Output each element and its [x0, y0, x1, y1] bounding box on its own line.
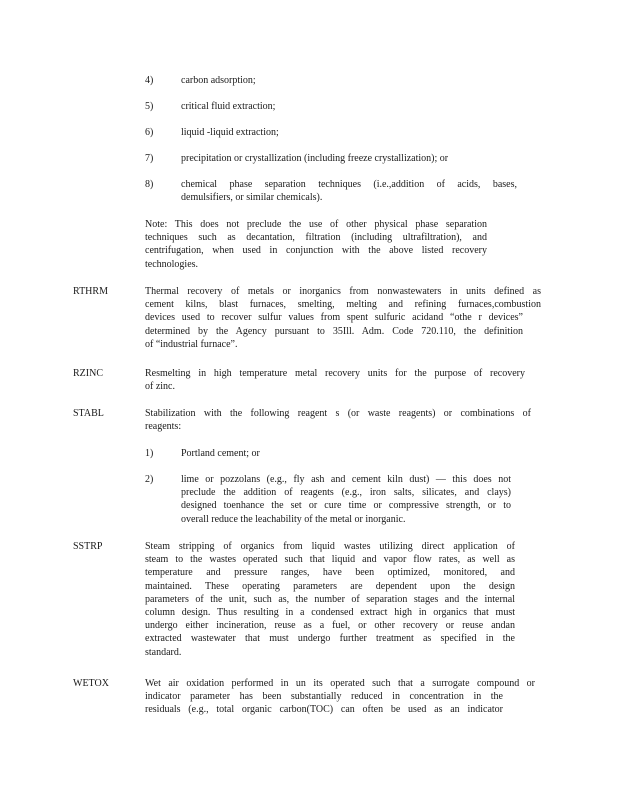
technology-code: WETOX	[73, 678, 109, 689]
list-number: 7)	[145, 153, 154, 164]
definition-text: Wet air oxidation performed in un its operated such that a surrogate compound or indicator parameter has been substantially reduced in concentration in the residuals (e.g., total organic carbon(TOC) can often be used as an indicator	[145, 678, 535, 716]
list-text: lime or pozzolans (e.g., fly ash and cement kiln dust) — this does not preclude the addition of reagents (e.g., iron salts, silicates, and clays) designed toenhance the set or cure time or compressive strength, or to overall reduce the leachability of the metal or inorganic.	[181, 474, 511, 525]
list-text: precipitation or crystallization (including freeze crystallization); or	[181, 153, 449, 164]
list-text: carbon adsorption;	[181, 75, 256, 86]
list-text: liquid -liquid extraction;	[181, 127, 279, 138]
definition-text: Resmelting in high temperature metal recovery units for the purpose of recovery of zinc.	[145, 368, 525, 393]
list-number: 1)	[145, 448, 154, 459]
list-text: Portland cement; or	[181, 448, 260, 459]
list-number: 2)	[145, 474, 154, 485]
technology-code: RTHRM	[73, 286, 108, 297]
list-text: critical fluid extraction;	[181, 101, 276, 112]
technology-code: SSTRP	[73, 541, 103, 552]
definition-text: Thermal recovery of metals or inorganics from nonwastewaters in units defined as cement kilns, blast furnaces, smelting, melting and refining furnaces,combustion devices used to recover sulfur values from spent sulfuric acidand “othe r devices” determined by the Agency pursuant to 35Ill. Adm. Code 720.110, the definition of “industrial furnace”.	[145, 286, 541, 350]
list-number: 6)	[145, 127, 154, 138]
definition-text: Steam stripping of organics from liquid wastes utilizing direct application of steam to the wastes operated such that liquid and vapor flow rates, as well as temperature and pressure ranges, have been optimized, monitored, and maintained. These operating parameters are dependent upon the design parameters of the unit, such as, the number of separation stages and the internal column design. Thus resulting in a condensed extract high in organics that must undergo either incineration, reuse as a fuel, or other recovery or reuse andan extracted wastewater that must undergo further treatment as specified in the standard.	[145, 541, 515, 658]
list-number: 5)	[145, 101, 154, 112]
list-number: 8)	[145, 179, 154, 190]
note-paragraph: Note: This does not preclude the use of other physical phase separation techniques such as decantation, filtration (including ultrafiltration), and centrifugation, when used in conjunction with the above listed recovery technologies.	[145, 219, 487, 270]
list-number: 4)	[145, 75, 154, 86]
technology-code: RZINC	[73, 368, 103, 379]
list-text: chemical phase separation techniques (i.e.,addition of acids, bases, demulsifiers, or similar chemicals).	[181, 179, 517, 204]
definition-text: Stabilization with the following reagent s (or waste reagents) or combinations of reagents:	[145, 408, 531, 433]
technology-code: STABL	[73, 408, 104, 419]
